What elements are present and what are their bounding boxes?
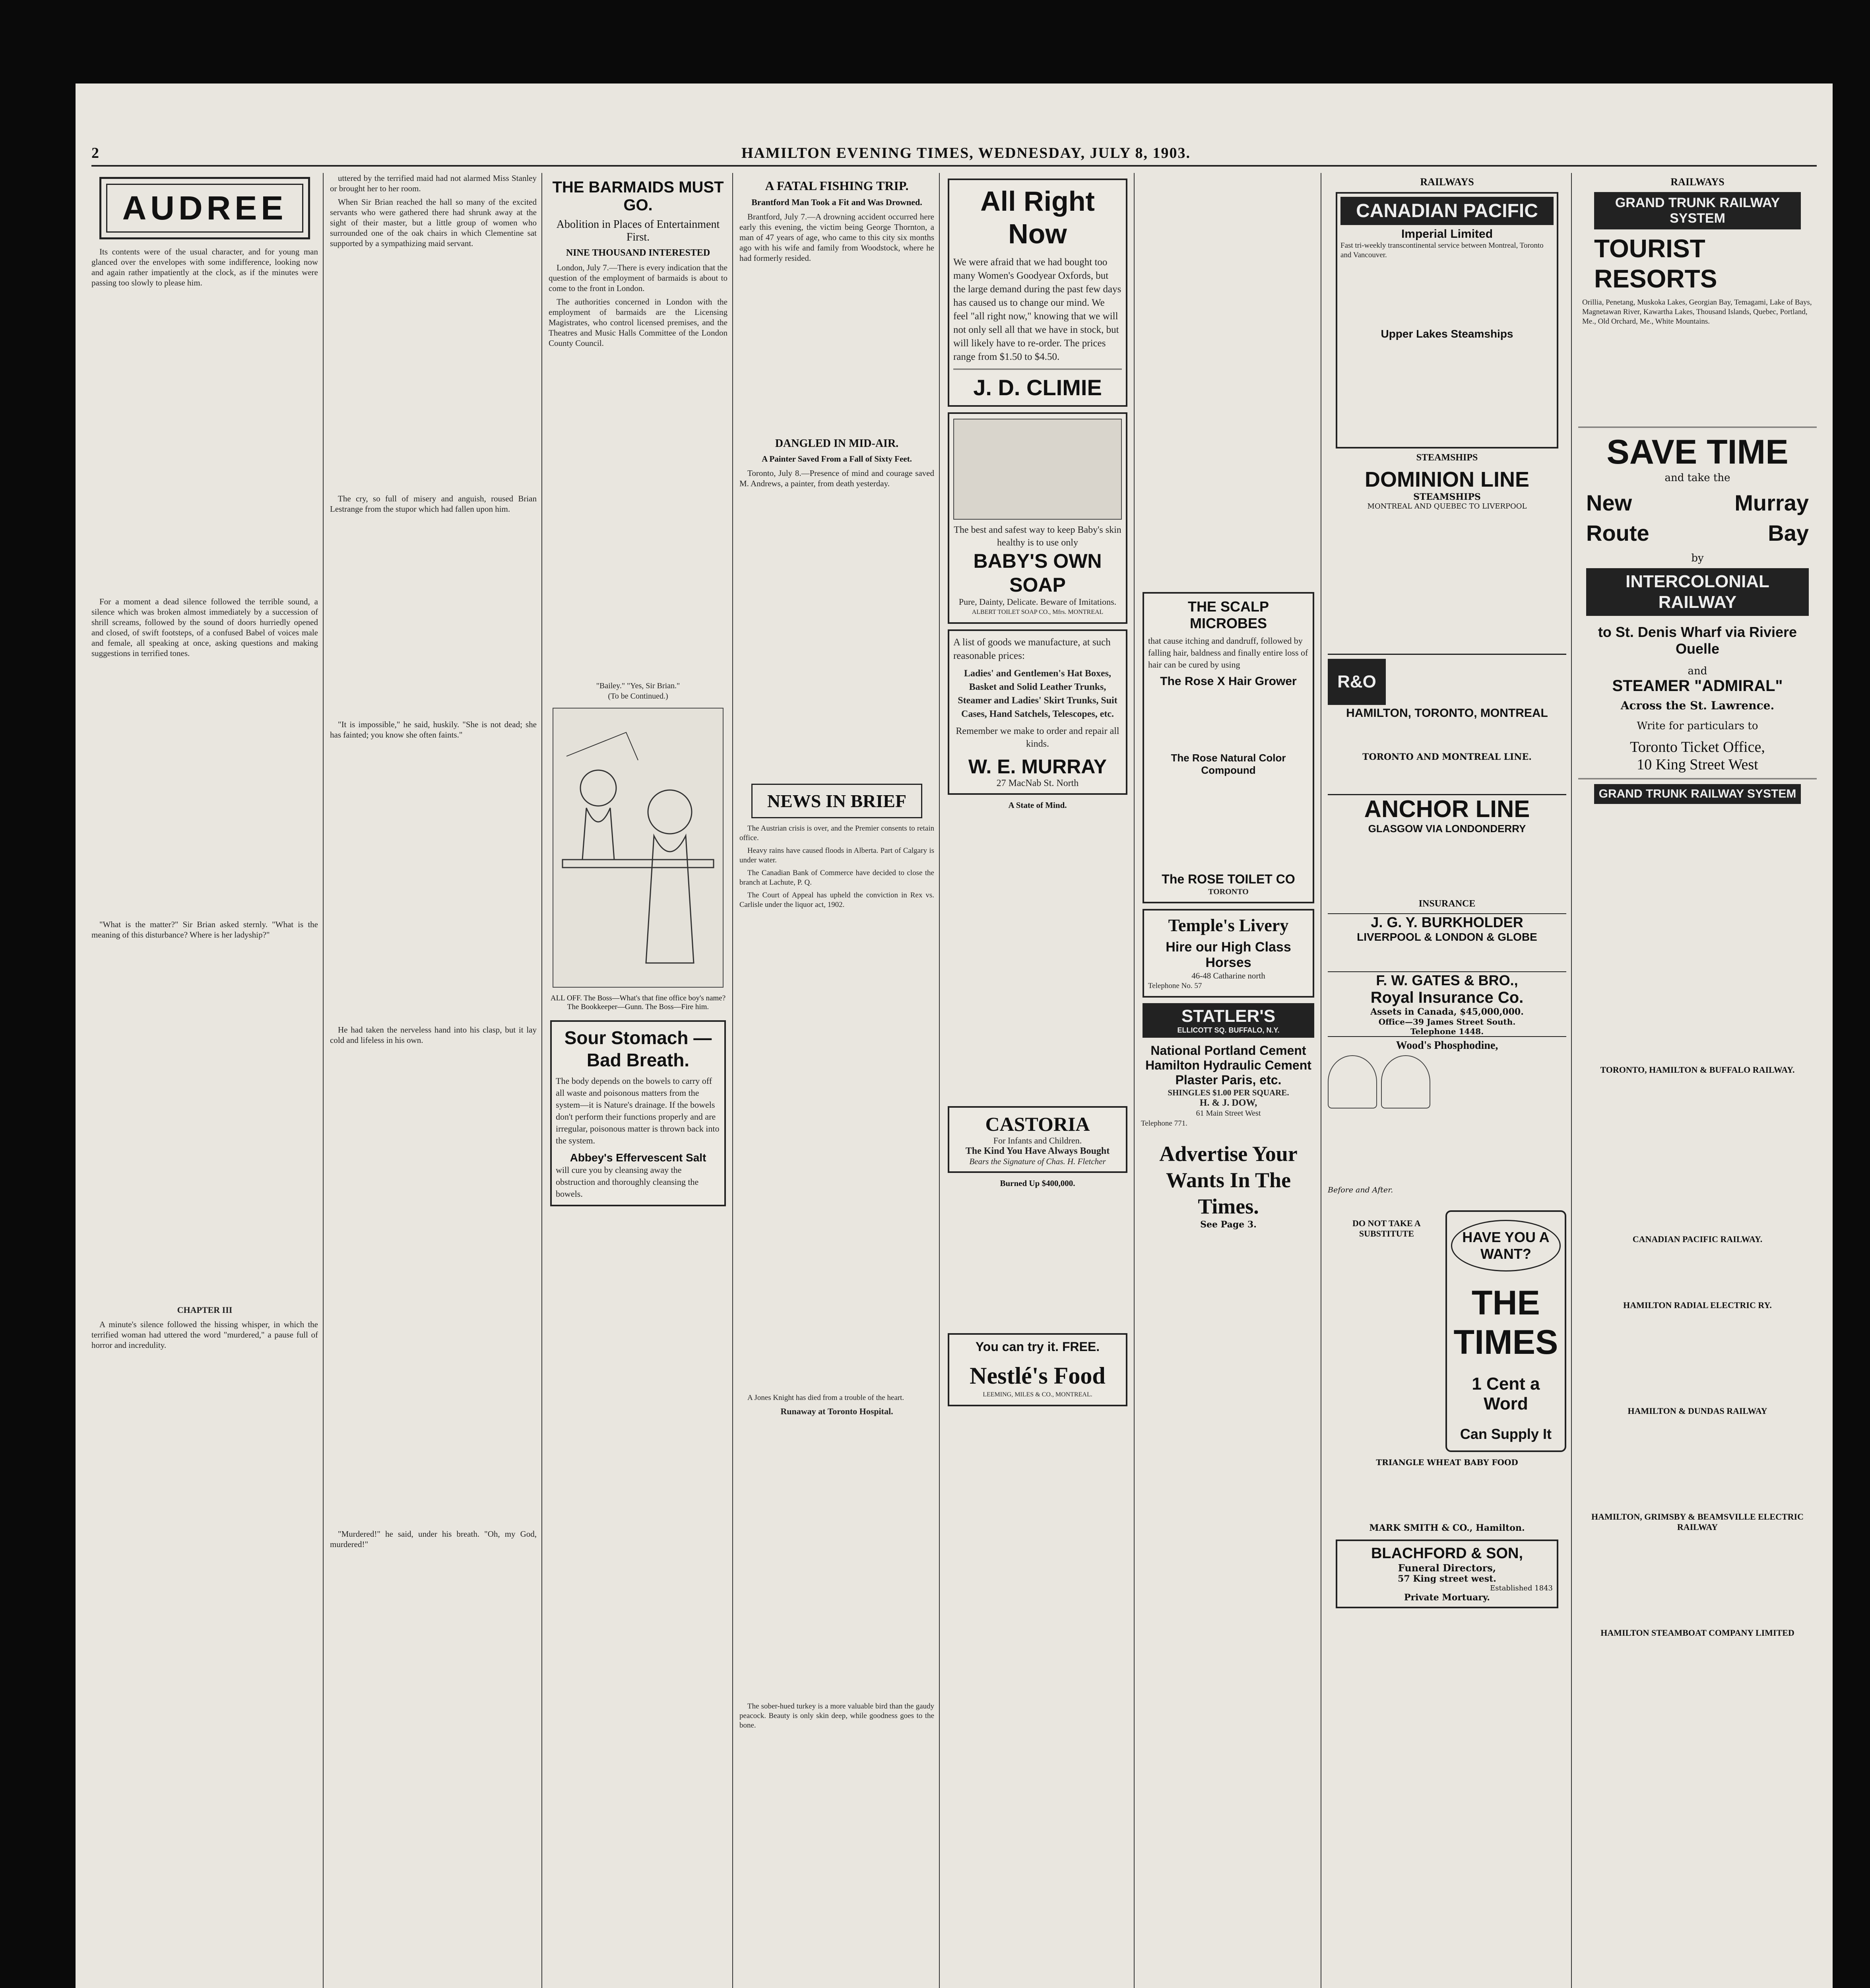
body-text-block bbox=[91, 943, 318, 1301]
column-rule bbox=[541, 173, 542, 1988]
newspaper-page bbox=[76, 83, 1833, 1988]
column-8-railways bbox=[1578, 173, 1817, 1988]
column-3 bbox=[549, 173, 727, 1988]
ad-dominion-line bbox=[1328, 467, 1566, 654]
ad-title: CANADIAN PACIFIC bbox=[1340, 197, 1554, 225]
ad-gates-royal bbox=[1328, 971, 1566, 1036]
body-text-block bbox=[330, 1048, 537, 1526]
subhead-barmaids: Abolition in Places of Entertainment First. bbox=[556, 218, 720, 243]
ad-canadian-pacific bbox=[1336, 192, 1558, 448]
ad-address: 57 King street west. bbox=[1398, 1574, 1496, 1584]
news-item: A Jones Knight has died from a trouble of the heart. bbox=[747, 1394, 904, 1402]
ad-title: CASTORIA bbox=[985, 1113, 1090, 1135]
headline-barmaids: THE BARMAIDS MUST GO. bbox=[552, 179, 724, 214]
cartoon-drawing bbox=[553, 709, 723, 987]
ad-dow-cement bbox=[1141, 1043, 1316, 1129]
column-5 bbox=[946, 173, 1129, 1988]
face-before-illustration bbox=[1328, 1055, 1377, 1109]
ad-sour-stomach bbox=[550, 1020, 726, 1206]
paragraph: Its contents were of the usual character, and for young man glanced over the envelopes with some indifference, looking now and again rather impatiently at the clock, as if the minutes were passing too slowly to please him. bbox=[91, 247, 318, 287]
ad-and-take: and take the bbox=[1664, 472, 1730, 484]
ad-caption: Before and After. bbox=[1328, 1186, 1393, 1194]
ad-murray-trunks bbox=[948, 629, 1127, 795]
ad-subtitle: Imperial Limited bbox=[1401, 227, 1493, 241]
column-6 bbox=[1141, 173, 1316, 1988]
ad-times-want bbox=[1445, 1210, 1566, 1452]
ad-st-denis: to St. Denis Wharf via Riviere Ouelle bbox=[1598, 624, 1797, 657]
ad-store-name: W. E. MURRAY bbox=[968, 755, 1107, 778]
ad-office: Toronto Ticket Office, bbox=[1630, 739, 1765, 755]
column-rule bbox=[732, 173, 733, 1988]
body-text-block bbox=[739, 266, 934, 433]
face-after-illustration bbox=[1381, 1055, 1430, 1109]
body-text-block bbox=[1148, 777, 1309, 872]
page-header bbox=[91, 141, 1817, 167]
ad-steamer: STEAMER "ADMIRAL" bbox=[1612, 677, 1783, 695]
ad-tagline: Can Supply It bbox=[1460, 1426, 1552, 1442]
serial-title-box bbox=[99, 177, 310, 239]
masthead: HAMILTON EVENING TIMES, WEDNESDAY, JULY 8, 1903. bbox=[741, 145, 1191, 161]
ad-office-address: 10 King Street West bbox=[1637, 756, 1758, 773]
headline-burned-up: Burned Up $400,000. bbox=[1000, 1178, 1075, 1188]
ad-route: MONTREAL AND QUEBEC TO LIVERPOOL bbox=[1367, 502, 1527, 511]
paragraph: "Murdered!" he said, under his breath. "Oh, my God, murdered!" bbox=[330, 1529, 537, 1549]
column-4 bbox=[739, 173, 934, 1988]
paragraph: The authorities concerned in London with the employment of barmaids are the Licensing Magistrates, who control licensed premises, and the Theatres and Music Halls Committee of the London County Council. bbox=[549, 297, 727, 348]
body-text-block bbox=[739, 1420, 934, 1699]
section-heading: RAILWAYS bbox=[1670, 176, 1725, 188]
timetable-grimsby bbox=[1578, 1536, 1817, 1624]
timetable-grand-trunk bbox=[1578, 806, 1817, 1061]
triangle-heading: DO NOT TAKE A SUBSTITUTE bbox=[1352, 1218, 1421, 1239]
ad-climie-shoes bbox=[948, 179, 1127, 407]
ad-castoria bbox=[948, 1106, 1127, 1173]
ad-rose-hair-grower bbox=[1143, 592, 1314, 903]
paragraph: "What is the matter?" Sir Brian asked sternly. "What is the meaning of this disturbance? Where is her ladyship?" bbox=[91, 920, 318, 940]
ad-body: that cause itching and dandruff, followed by falling hair, baldness and finally entire loss of hair can be cured by using bbox=[1148, 636, 1308, 670]
paragraph: He had taken the nerveless hand into his clasp, but it lay cold and lifeless in his own. bbox=[330, 1025, 537, 1045]
ad-title: ANCHOR LINE bbox=[1364, 796, 1530, 822]
serial-dialogue: "Bailey." "Yes, Sir Brian." bbox=[596, 681, 680, 690]
ad-address: 46-48 Catharine north bbox=[1191, 971, 1265, 980]
ad-by: by bbox=[1691, 552, 1704, 564]
ad-body: We were afraid that we had bought too many Women's Goodyear Oxfords, but the large demand during the past few days has caused us to change our mind. We feel "all right now," knowing that we will not only sell all that we have in stock, but will likely have to re-order. The prices range from $1.50 to $4.50. bbox=[953, 257, 1121, 362]
schedule-block bbox=[1328, 511, 1566, 654]
poem-body bbox=[946, 814, 1129, 1101]
to-be-continued: (To be Continued.) bbox=[608, 692, 668, 701]
timetable-heading: HAMILTON, GRIMSBY & BEAMSVILLE ELECTRIC RAILWAY bbox=[1591, 1512, 1804, 1532]
section-heading: RAILWAYS bbox=[1420, 176, 1474, 188]
ad-write: Write for particulars to bbox=[1637, 720, 1758, 732]
ad-office: Office—39 James Street South. bbox=[1378, 1017, 1516, 1027]
timetable-heading: TORONTO, HAMILTON & BUFFALO RAILWAY. bbox=[1600, 1065, 1795, 1075]
ad-subtitle: GLASGOW VIA LONDONDERRY bbox=[1368, 823, 1526, 835]
column-rule bbox=[1134, 173, 1135, 1988]
ad-tail: Remember we make to order and repair all kinds. bbox=[956, 726, 1119, 749]
paragraph: London, July 7.—There is every indication that the question of the employment of barmaids is about to come to the front in London. bbox=[549, 263, 727, 293]
paragraph: When Sir Brian reached the hall so many of the excited servants who were gathered there had shrunk away at the sight of their master, but a little group of women who surrounded one of the oak chairs in which Clementine sat supported by a sympathizing maid servant. bbox=[330, 197, 537, 248]
body-text-block bbox=[1148, 688, 1309, 752]
ad-address: 61 Main Street West bbox=[1196, 1109, 1261, 1118]
ad-established: Established 1843 bbox=[1490, 1584, 1553, 1592]
ad-title: F. W. GATES & BRO., bbox=[1376, 972, 1518, 988]
column-7-railways bbox=[1328, 173, 1566, 1988]
headline-fishing-trip: A FATAL FISHING TRIP. bbox=[765, 179, 909, 193]
ad-subtitle: Funeral Directors, bbox=[1398, 1562, 1496, 1574]
ad-company: Royal Insurance Co. bbox=[1370, 989, 1524, 1006]
paragraph: "It is impossible," he said, huskily. "She is not dead; she has fainted; you know she often faints." bbox=[330, 720, 537, 740]
ad-line: Hamilton Hydraulic Cement bbox=[1145, 1058, 1311, 1072]
body-text-block bbox=[946, 1192, 1129, 1328]
cartoon-caption: ALL OFF. The Boss—What's that fine office boy's name? The Bookkeeper—Gunn. The Boss—Fire him. bbox=[550, 994, 726, 1011]
timetable-heading: HAMILTON & DUNDAS RAILWAY bbox=[1628, 1406, 1767, 1416]
resort-list: Orillia, Penetang, Muskoka Lakes, Georgian Bay, Temagami, Lake of Bays, Magnetawan River, Kawartha Lakes, Thousand Islands, Quebec, Portland, Me., Old Orchard, Me., White Mountains. bbox=[1582, 298, 1812, 326]
ad-title: Advertise Your Wants In The Times. bbox=[1159, 1142, 1298, 1218]
ad-triangle-food bbox=[1328, 1458, 1566, 1533]
ad-title: Wood's Phosphodine, bbox=[1396, 1039, 1498, 1052]
ad-goods: Ladies' and Gentlemen's Hat Boxes, Basket and Solid Leather Trunks, Steamer and Ladies' Skirt Trunks, Suit Cases, Hand Satchels, Telescopes, etc. bbox=[958, 668, 1117, 719]
body-text-block bbox=[91, 291, 318, 593]
ad-product: TRIANGLE WHEAT BABY FOOD bbox=[1376, 1458, 1518, 1467]
subhead-runaway: Runaway at Toronto Hospital. bbox=[780, 1406, 893, 1416]
ad-maker: The ROSE TOILET CO bbox=[1162, 872, 1295, 886]
news-item: The Canadian Bank of Commerce have decided to close the branch at Lachute, P. Q. bbox=[739, 869, 934, 887]
ad-richelieu-ontario bbox=[1328, 654, 1566, 794]
ad-new-route: New Route bbox=[1586, 490, 1649, 546]
ad-company: LIVERPOOL & LONDON & GLOBE bbox=[1357, 931, 1537, 943]
ad-product: Abbey's Effervescent Salt bbox=[570, 1151, 706, 1164]
ad-capital: Assets in Canada, $45,000,000. bbox=[1370, 1007, 1524, 1017]
headline-mid-air: DANGLED IN MID-AIR. bbox=[775, 437, 899, 450]
body-text-block bbox=[739, 492, 934, 778]
timetable-thb bbox=[1578, 1079, 1817, 1230]
body-text-block bbox=[330, 517, 537, 716]
ad-subtitle: For Infants and Children. bbox=[993, 1136, 1082, 1145]
column-serial-1 bbox=[91, 173, 318, 1988]
ad-intercolonial: INTERCOLONIAL RAILWAY bbox=[1586, 568, 1809, 616]
ad-seller: MARK SMITH & CO., Hamilton. bbox=[1369, 1523, 1525, 1533]
body-text-block bbox=[1340, 260, 1554, 328]
ad-store-name: J. D. CLIMIE bbox=[973, 375, 1102, 400]
paragraph: Brantford, July 7.—A drowning accident occurred here early this evening, the victim being George Thornton, a man of 47 years of age, who came to this city six months ago with his wife and family from Woodstock, where he had formerly resided. bbox=[739, 212, 934, 263]
ad-title: J. G. Y. BURKHOLDER bbox=[1371, 914, 1523, 930]
paragraph: A minute's silence followed the hissing whisper, in which the terrified woman had uttered the word "murdered," a pause full of horror and incredulity. bbox=[91, 1320, 318, 1350]
timetable-heading: CANADIAN PACIFIC RAILWAY. bbox=[1632, 1234, 1763, 1244]
column-rule bbox=[323, 173, 324, 1988]
subhead-nine-thousand: NINE THOUSAND INTERESTED bbox=[566, 248, 710, 258]
ad-name: H. & J. DOW, bbox=[1199, 1098, 1257, 1108]
ad-body: The body depends on the bowels to carry off all waste and poisonous matters from the system—it is Nature's drainage. If the bowels don't perform their functions properly and are irregular, poisonous matter is thrown back into the system. bbox=[556, 1076, 720, 1145]
ad-title: Temple's Livery bbox=[1168, 916, 1289, 935]
ad-title: STATLER'S bbox=[1181, 1006, 1276, 1026]
body-text-block bbox=[739, 913, 934, 1390]
baby-soap-illustration bbox=[953, 419, 1122, 520]
ad-title: DOMINION LINE bbox=[1365, 468, 1529, 491]
body-text-block bbox=[91, 662, 318, 916]
section-heading: STEAMSHIPS bbox=[1416, 452, 1478, 463]
news-item: The Austrian crisis is over, and the Premier consents to retain office. bbox=[739, 824, 934, 842]
ad-title: THE SCALP MICROBES bbox=[1187, 598, 1269, 631]
ad-woods-phosphodine bbox=[1328, 1036, 1566, 1194]
ad-subtitle: STEAMSHIPS bbox=[1413, 492, 1481, 502]
ad-phone: Telephone 1448. bbox=[1410, 1027, 1484, 1036]
ad-save-time: SAVE TIME bbox=[1606, 433, 1789, 471]
ad-tagline: Pure, Dainty, Delicate. Beware of Imitations. bbox=[958, 597, 1117, 607]
ad-question: HAVE YOU A WANT? bbox=[1451, 1220, 1561, 1272]
ad-title: BLACHFORD & SON, bbox=[1371, 1545, 1523, 1562]
body-text-block bbox=[549, 351, 727, 678]
news-item: The Court of Appeal has upheld the conviction in Rex vs. Carlisle under the liquor act, 1902. bbox=[739, 891, 934, 909]
subhead-fishing-trip: Brantford Man Took a Fit and Was Drowned. bbox=[751, 197, 922, 207]
ad-anchor-line bbox=[1328, 794, 1566, 895]
section-heading: INSURANCE bbox=[1418, 899, 1476, 909]
body-text-block bbox=[330, 743, 537, 1021]
ad-line: Plaster Paris, etc. bbox=[1175, 1073, 1282, 1087]
ad-intro: A list of goods we manufacture, at such reasonable prices: bbox=[953, 637, 1111, 661]
ad-title: BABY'S OWN SOAP bbox=[973, 550, 1102, 596]
page-number: 2 bbox=[91, 145, 100, 161]
body-text-block bbox=[1340, 340, 1554, 444]
ad-intro: The best and safest way to keep Baby's skin healthy is to use only bbox=[954, 525, 1121, 548]
ad-tagline: The Kind You Have Always Bought bbox=[965, 1146, 1110, 1156]
timetable-heading: HAMILTON RADIAL ELECTRIC RY. bbox=[1623, 1300, 1772, 1310]
paragraph: The cry, so full of misery and anguish, roused Brian Lestrange from the stupor which had fallen upon him. bbox=[330, 494, 537, 514]
paragraph: uttered by the terrified maid had not alarmed Miss Stanley or brought her to her room. bbox=[330, 173, 537, 193]
ad-blachford bbox=[1336, 1540, 1558, 1608]
column-serial-2 bbox=[330, 173, 537, 1988]
body-text-block bbox=[1434, 1055, 1566, 1182]
column-rule bbox=[939, 173, 940, 1988]
ad-see-page: See Page 3. bbox=[1200, 1219, 1257, 1230]
chapter-heading: CHAPTER III bbox=[177, 1305, 233, 1315]
ad-product: The Rose X Hair Grower bbox=[1160, 675, 1297, 688]
ad-across: Across the St. Lawrence. bbox=[1620, 699, 1775, 712]
poem-title: A State of Mind. bbox=[1008, 800, 1067, 810]
ad-location: ELLICOTT SQ. BUFFALO, N.Y. bbox=[1177, 1026, 1280, 1034]
serial-title: AUDREE bbox=[106, 184, 303, 233]
ad-product: Nestlé's Food bbox=[970, 1363, 1106, 1389]
ad-body: Hire our High Class Horses bbox=[1166, 940, 1291, 970]
paragraph: For a moment a dead silence followed the terrible sound, a silence which was broken almost immediately by a succession of shrill screams, followed by the sound of doors hurriedly opened and closed, of swift footsteps, of a confused Babel of voices male and female, all speaking at once, asking questions and making suggestions in terrified tones. bbox=[91, 597, 318, 658]
ad-body: Fast tri-weekly transcontinental service between Montreal, Toronto and Vancouver. bbox=[1340, 241, 1544, 259]
ad-title: HAMILTON, TORONTO, MONTREAL bbox=[1346, 707, 1548, 720]
ad-price: 1 Cent a Word bbox=[1472, 1374, 1540, 1413]
ro-logo-icon: R&O bbox=[1328, 659, 1386, 705]
ad-maker: ALBERT TOILET SOAP CO., Mfrs. MONTREAL bbox=[972, 609, 1104, 615]
timetable-radial bbox=[1578, 1314, 1817, 1402]
ad-price: SHINGLES $1.00 PER SQUARE. bbox=[1168, 1088, 1289, 1097]
ad-burkholder bbox=[1328, 913, 1566, 971]
ad-temples-livery bbox=[1143, 909, 1314, 998]
cartoon-illustration bbox=[553, 708, 724, 988]
ad-title: THE TIMES bbox=[1453, 1284, 1558, 1361]
news-item: The sober-hued turkey is a more valuable bird than the gaudy peacock. Beauty is only skin deep, while goodness goes to the bone. bbox=[739, 1702, 934, 1730]
ad-title: TOURIST RESORTS bbox=[1594, 234, 1717, 293]
body-text-block bbox=[1578, 326, 1817, 422]
ad-phone: Telephone No. 57 bbox=[1148, 982, 1202, 990]
ad-title: You can try it. FREE. bbox=[975, 1340, 1100, 1354]
ad-phone: Telephone 771. bbox=[1141, 1119, 1187, 1128]
ad-statlers bbox=[1143, 1003, 1314, 1038]
timetable-cpr bbox=[1578, 1248, 1817, 1296]
ad-nestles-food bbox=[948, 1333, 1127, 1406]
ad-subtitle: Upper Lakes Steamships bbox=[1381, 328, 1513, 340]
ad-babys-own-soap bbox=[948, 412, 1127, 624]
timetable-dundas bbox=[1578, 1420, 1817, 1508]
ad-and: and bbox=[1688, 665, 1707, 677]
paragraph: Toronto, July 8.—Presence of mind and courage saved M. Andrews, a painter, from death yesterday. bbox=[739, 468, 934, 488]
ad-advertise-wants bbox=[1141, 1141, 1316, 1230]
news-in-brief-title: NEWS IN BRIEF bbox=[751, 784, 922, 818]
ad-city: TORONTO bbox=[1208, 887, 1249, 896]
ad-address: 27 MacNab St. North bbox=[996, 778, 1079, 788]
ad-maker: LEEMING, MILES & CO., MONTREAL. bbox=[983, 1391, 1092, 1398]
column-rule bbox=[1571, 173, 1572, 1988]
news-item: Heavy rains have caused floods in Alberta. Part of Calgary is under water. bbox=[739, 846, 934, 864]
ad-grand-trunk-banner-2: GRAND TRUNK RAILWAY SYSTEM bbox=[1594, 784, 1801, 804]
ad-tag: Private Mortuary. bbox=[1404, 1592, 1490, 1603]
ad-grand-trunk-banner: GRAND TRUNK RAILWAY SYSTEM bbox=[1594, 192, 1801, 229]
ad-line: National Portland Cement bbox=[1150, 1043, 1306, 1058]
ad-body-2: will cure you by cleansing away the obstruction and thoroughly cleansing the bowels. bbox=[556, 1165, 699, 1199]
ad-title: Sour Stomach —Bad Breath. bbox=[564, 1027, 712, 1070]
subhead-mid-air: A Painter Saved From a Fall of Sixty Feet. bbox=[762, 454, 912, 464]
ad-murray-bay: Murray Bay bbox=[1734, 490, 1809, 546]
body-text-block bbox=[330, 252, 537, 490]
ad-title: All Right Now bbox=[980, 186, 1095, 249]
ad-subtitle: TORONTO AND MONTREAL LINE. bbox=[1362, 752, 1532, 762]
timetable-heading: HAMILTON STEAMBOAT COMPANY LIMITED bbox=[1600, 1628, 1794, 1638]
ad-product: The Rose Natural Color Compound bbox=[1171, 752, 1286, 776]
body-text-block bbox=[1328, 1467, 1566, 1523]
ad-signature: Bears the Signature of Chas. H. Fletcher bbox=[969, 1157, 1106, 1166]
